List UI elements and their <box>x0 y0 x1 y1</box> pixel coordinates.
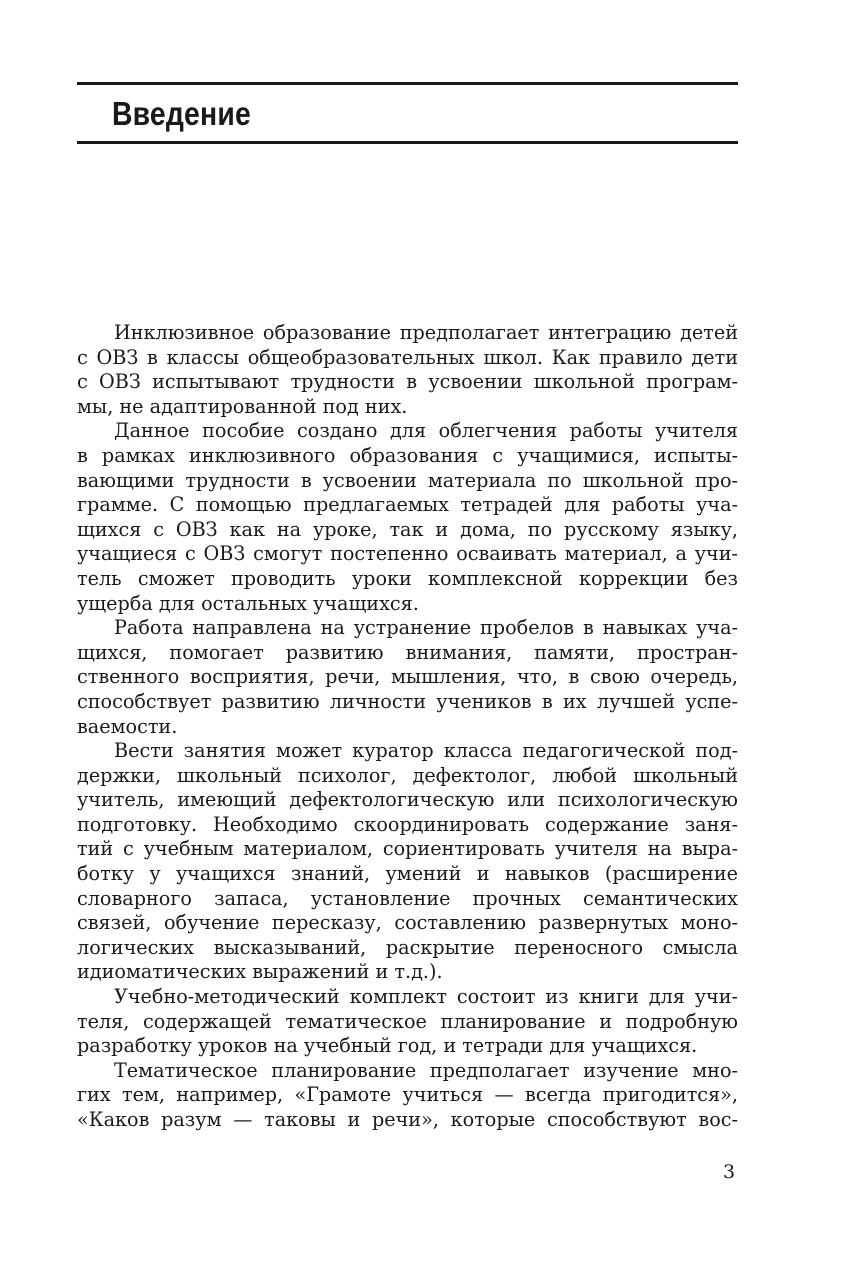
text-line: Работа направлена на устранение пробелов в навыках уча- <box>114 616 738 640</box>
text-line: ственного восприятия, речи, мышления, что, в свою очередь, <box>77 665 738 689</box>
header-rule-bottom <box>77 141 738 144</box>
text-line: ущерба для остальных учащихся. <box>77 591 419 615</box>
text-line: щихся, помогает развитию внимания, памяти, простран- <box>77 640 738 664</box>
text-line: тий с учебным материалом, сориентировать учителя на выра- <box>77 837 738 861</box>
text-line: словарного запаса, установление прочных семантических <box>77 886 738 910</box>
text-line: ботку у учащихся знаний, умений и навыков (расширение <box>77 862 738 886</box>
text-line: тель сможет проводить уроки комплексной коррекции без <box>77 566 738 590</box>
text-line: Инклюзивное образование предполагает интеграцию детей <box>114 321 738 344</box>
text-line: «Каков разум — таковы и речи», которые способствуют вос- <box>77 1108 738 1131</box>
text-line: учитель, имеющий дефектологическую или психологическую <box>77 788 738 812</box>
text-line: идиоматических выражений и т.д.). <box>77 960 443 984</box>
text-line: гих тем, например, «Грамоте учиться — всегда пригодится», <box>77 1083 738 1107</box>
text-line: Учебно-методический комплект состоит из книги для учи- <box>114 985 738 1009</box>
text-line: с ОВЗ испытывают трудности в усвоении школьной програм- <box>77 370 738 394</box>
text-line: разработку уроков на учебный год, и тетради для учащихся. <box>77 1034 698 1058</box>
text-line: ваемости. <box>77 714 178 738</box>
text-line: способствует развитию личности учеников в их лучшей успе- <box>77 689 738 713</box>
header-rule-top <box>77 82 738 85</box>
page-number: 3 <box>723 1161 736 1183</box>
text-line: связей, обучение пересказу, составлению развернутых моно- <box>77 911 738 935</box>
text-line: щихся с ОВЗ как на уроке, так и дома, по русскому языку, <box>77 517 738 541</box>
text-line: в рамках инклюзивного образования с учащимися, испыты- <box>77 443 738 467</box>
text-line: учащиеся с ОВЗ смогут постепенно осваивать материал, а учи- <box>77 542 738 566</box>
page-title: Введение <box>112 95 251 132</box>
text-line: теля, содержащей тематическое планирование и подробную <box>77 1009 738 1033</box>
text-line: Тематическое планирование предполагает изучение мно- <box>114 1058 738 1082</box>
text-line: логических высказываний, раскрытие переносного смысла <box>77 935 738 959</box>
text-line: вающими трудности в усвоении материала по школьной про- <box>77 468 738 492</box>
text-line: Вести занятия может куратор класса педагогической под- <box>114 739 738 763</box>
text-line: Данное пособие создано для облегчения работы учителя <box>114 419 738 443</box>
text-line: с ОВЗ в классы общеобразовательных школ. Как правило дети <box>77 345 738 369</box>
body-text <box>77 321 738 1133</box>
text-line: подготовку. Необходимо скоординировать содержание заня- <box>77 812 738 836</box>
text-line: грамме. С помощью предлагаемых тетрадей для работы уча- <box>77 493 738 517</box>
text-line: держки, школьный психолог, дефектолог, любой школьный <box>77 763 738 787</box>
text-line: мы, не адаптированной под них. <box>77 394 408 418</box>
